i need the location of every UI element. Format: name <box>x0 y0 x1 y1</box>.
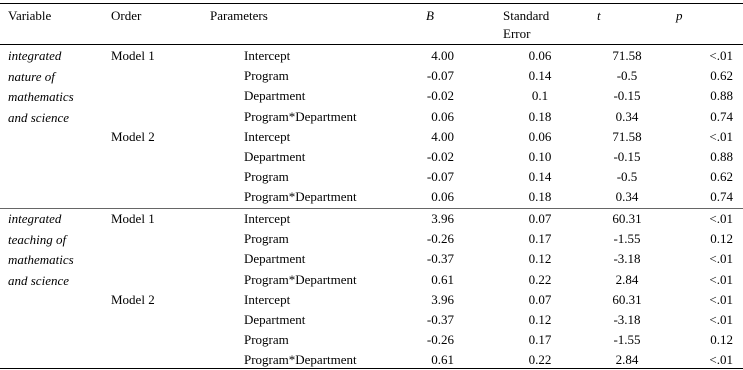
t-value: 71.58 <box>612 48 642 63</box>
model-order: Model 1 <box>111 48 155 63</box>
estimate-b: 4.00 <box>431 128 454 144</box>
standard-error: 0.14 <box>528 68 552 84</box>
p-value: 0.74 <box>710 189 733 205</box>
p-value: <.01 <box>709 48 733 63</box>
parameter-name: Program*Department <box>244 271 357 287</box>
estimate-b: -0.37 <box>426 312 454 327</box>
header-se-line1: Standard <box>503 8 550 23</box>
t-value: -0.5 <box>616 169 638 185</box>
estimate-b: 3.96 <box>431 291 454 307</box>
p-value: <.01 <box>709 291 733 307</box>
p-value: <.01 <box>709 211 733 226</box>
p-value: <.01 <box>709 128 733 144</box>
standard-error: 0.17 <box>528 332 552 348</box>
standard-error: 0.06 <box>528 48 552 63</box>
header-se-line2: Error <box>503 26 531 41</box>
header-b: B <box>426 8 434 23</box>
t-value: -0.5 <box>616 68 638 84</box>
standard-error: 0.18 <box>528 189 552 205</box>
parameter-name: Program*Department <box>244 352 357 368</box>
parameter-name: Program <box>244 231 289 247</box>
estimate-b: -0.26 <box>426 231 454 247</box>
standard-error: 0.1 <box>531 88 549 104</box>
estimate-b: 0.06 <box>431 108 454 124</box>
t-value: 2.84 <box>615 352 639 368</box>
t-value: 0.34 <box>615 108 639 124</box>
estimate-b: 0.61 <box>431 352 454 368</box>
variable-label-line: and science <box>8 272 70 288</box>
parameter-name: Intercept <box>244 291 291 307</box>
estimate-b: -0.07 <box>426 169 454 185</box>
header-t: t <box>597 8 601 23</box>
standard-error: 0.06 <box>528 128 552 144</box>
t-value: -3.18 <box>613 312 641 327</box>
model-order: Model 2 <box>111 128 155 144</box>
p-value: 0.88 <box>710 149 733 164</box>
p-value: <.01 <box>709 312 733 327</box>
t-value: -1.55 <box>613 332 641 348</box>
estimate-b: 4.00 <box>431 48 454 63</box>
parameter-name: Intercept <box>244 48 291 63</box>
standard-error: 0.14 <box>528 169 552 185</box>
top-rule <box>0 3 743 4</box>
parameter-name: Intercept <box>244 211 291 226</box>
t-value: -1.55 <box>613 231 641 247</box>
header-variable: Variable <box>8 8 52 23</box>
estimate-b: -0.07 <box>426 68 454 84</box>
t-value: -0.15 <box>613 88 641 104</box>
variable-label-line: integrated <box>8 48 62 63</box>
estimate-b: -0.37 <box>426 251 454 267</box>
p-value: 0.62 <box>710 68 733 84</box>
standard-error: 0.12 <box>528 251 552 267</box>
header-order: Order <box>111 8 142 23</box>
header-p: p <box>676 8 683 23</box>
model-order: Model 2 <box>111 291 155 307</box>
standard-error: 0.12 <box>528 312 552 327</box>
parameter-name: Program*Department <box>244 108 357 124</box>
p-value: 0.74 <box>710 108 733 124</box>
estimate-b: -0.26 <box>426 332 454 348</box>
standard-error: 0.22 <box>528 271 552 287</box>
t-value: 2.84 <box>615 271 639 287</box>
variable-label-line: and science <box>8 109 70 125</box>
p-value: <.01 <box>709 271 733 287</box>
variable-label-line: nature of <box>8 68 55 84</box>
p-value: 0.88 <box>710 88 733 104</box>
t-value: 0.34 <box>615 189 639 205</box>
header-rule <box>0 44 743 45</box>
parameter-name: Program <box>244 169 289 185</box>
parameter-name: Department <box>244 149 306 164</box>
standard-error: 0.18 <box>528 108 552 124</box>
parameter-name: Department <box>244 251 306 267</box>
standard-error: 0.07 <box>528 211 552 226</box>
parameter-name: Program*Department <box>244 189 357 205</box>
estimate-b: -0.02 <box>426 149 454 164</box>
variable-label-line: mathematics <box>8 252 74 267</box>
t-value: -3.18 <box>613 251 641 267</box>
standard-error: 0.07 <box>528 291 552 307</box>
t-value: 60.31 <box>612 211 642 226</box>
estimate-b: -0.02 <box>426 88 454 104</box>
parameter-name: Program <box>244 332 289 348</box>
parameter-name: Department <box>244 312 306 327</box>
model-order: Model 1 <box>111 211 155 226</box>
header-parameters: Parameters <box>210 8 268 23</box>
estimate-b: 3.96 <box>431 211 454 226</box>
variable-label-line: integrated <box>8 211 62 226</box>
t-value: 60.31 <box>612 291 642 307</box>
t-value: -0.15 <box>613 149 641 164</box>
parameter-name: Program <box>244 68 289 84</box>
t-value: 71.58 <box>612 128 642 144</box>
p-value: 0.62 <box>710 169 733 185</box>
parameter-name: Intercept <box>244 128 291 144</box>
variable-label-line: mathematics <box>8 89 74 104</box>
variable-label-line: teaching of <box>8 231 67 247</box>
standard-error: 0.10 <box>528 149 552 164</box>
p-value: 0.12 <box>710 231 733 247</box>
p-value: <.01 <box>709 251 733 267</box>
standard-error: 0.17 <box>528 231 552 247</box>
p-value: 0.12 <box>710 332 733 348</box>
p-value: <.01 <box>709 352 733 368</box>
estimate-b: 0.06 <box>431 189 454 205</box>
estimate-b: 0.61 <box>431 271 454 287</box>
parameter-name: Department <box>244 88 306 104</box>
standard-error: 0.22 <box>528 352 552 368</box>
